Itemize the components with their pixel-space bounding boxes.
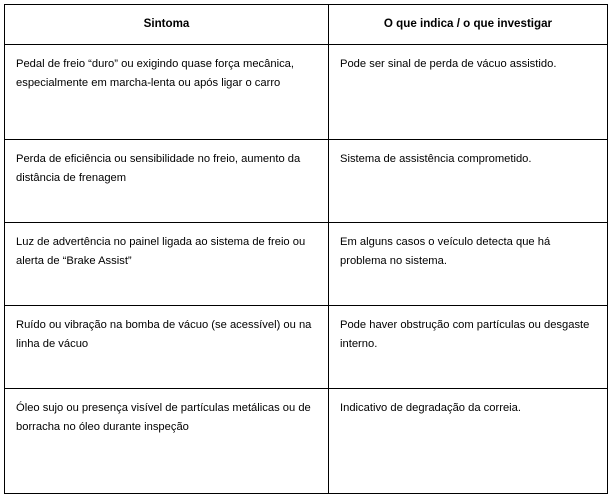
symptom-table	[4, 4, 608, 494]
table-header-row	[5, 5, 608, 45]
cell-symptom: Luz de advertência no painel ligada ao sistema de freio ou alerta de “Brake Assist”	[5, 222, 329, 305]
document-page	[0, 4, 608, 441]
cell-symptom: Pedal de freio “duro” ou exigindo quase força mecânica, especialmente em marcha-lenta ou após ligar o carro	[5, 44, 329, 139]
table-row	[5, 222, 608, 305]
table-row	[5, 44, 608, 139]
column-header-indication: O que indica / o que investigar	[329, 5, 608, 45]
cell-indication: Indicativo de degradação da correia.	[329, 388, 608, 493]
cell-indication: Pode haver obstrução com partículas ou desgaste interno.	[329, 305, 608, 388]
table-body	[5, 44, 608, 493]
cell-symptom: Ruído ou vibração na bomba de vácuo (se acessível) ou na linha de vácuo	[5, 305, 329, 388]
cell-indication: Sistema de assistência comprometido.	[329, 139, 608, 222]
table-header	[5, 5, 608, 45]
cell-symptom: Óleo sujo ou presença visível de partículas metálicas ou de borracha no óleo durante inspeção	[5, 388, 329, 493]
cell-symptom: Perda de eficiência ou sensibilidade no freio, aumento da distância de frenagem	[5, 139, 329, 222]
table-row	[5, 305, 608, 388]
cell-indication: Pode ser sinal de perda de vácuo assistido.	[329, 44, 608, 139]
cell-indication: Em alguns casos o veículo detecta que há problema no sistema.	[329, 222, 608, 305]
table-row	[5, 139, 608, 222]
table-row	[5, 388, 608, 493]
column-header-symptom: Sintoma	[5, 5, 329, 45]
